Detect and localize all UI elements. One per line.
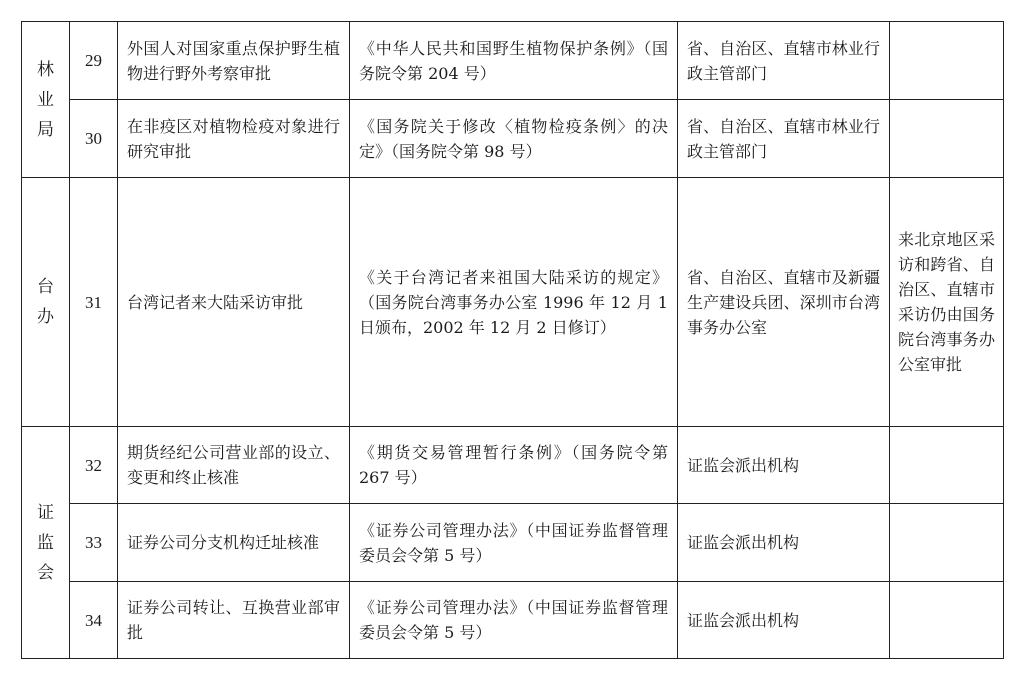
implementing-authority: 证监会派出机构 bbox=[678, 504, 890, 582]
remarks bbox=[890, 582, 1004, 659]
department-cell-taiwan-office bbox=[22, 178, 70, 427]
table-row bbox=[22, 504, 1004, 582]
department-char: 林 bbox=[37, 59, 54, 80]
legal-basis: 《证券公司管理办法》（中国证券监督管理委员会令第 5 号） bbox=[350, 504, 678, 582]
item-name: 证券公司分支机构迁址核准 bbox=[118, 504, 350, 582]
implementing-authority: 证监会派出机构 bbox=[678, 582, 890, 659]
remarks bbox=[890, 427, 1004, 504]
remarks bbox=[890, 504, 1004, 582]
table-row bbox=[22, 582, 1004, 659]
department-char: 局 bbox=[37, 119, 54, 140]
implementing-authority: 证监会派出机构 bbox=[678, 427, 890, 504]
table-row bbox=[22, 100, 1004, 178]
item-number: 33 bbox=[70, 504, 118, 582]
table-row bbox=[22, 178, 1004, 427]
item-number: 30 bbox=[70, 100, 118, 178]
department-char: 办 bbox=[37, 307, 54, 327]
department-char: 业 bbox=[37, 89, 54, 110]
table-row bbox=[22, 22, 1004, 100]
item-number: 32 bbox=[70, 427, 118, 504]
remarks: 来北京地区采访和跨省、自治区、直辖市采访仍由国务院台湾事务办公室审批 bbox=[890, 178, 1004, 427]
department-char: 会 bbox=[37, 562, 54, 583]
approval-items-table bbox=[21, 21, 1004, 659]
department-cell-forestry-bureau bbox=[22, 22, 70, 178]
item-number: 29 bbox=[70, 22, 118, 100]
legal-basis: 《关于台湾记者来祖国大陆采访的规定》（国务院台湾事务办公室 1996 年 12 月 1 日颁布，2002 年 12 月 2 日修订） bbox=[350, 178, 678, 427]
legal-basis: 《期货交易管理暂行条例》（国务院令第 267 号） bbox=[350, 427, 678, 504]
implementing-authority: 省、自治区、直辖市及新疆生产建设兵团、深圳市台湾事务办公室 bbox=[678, 178, 890, 427]
department-char: 台 bbox=[37, 277, 54, 297]
department-char: 证 bbox=[37, 502, 54, 523]
legal-basis: 《国务院关于修改〈植物检疫条例〉的决定》（国务院令第 98 号） bbox=[350, 100, 678, 178]
legal-basis: 《中华人民共和国野生植物保护条例》（国务院令第 204 号） bbox=[350, 22, 678, 100]
item-name: 台湾记者来大陆采访审批 bbox=[118, 178, 350, 427]
table-row bbox=[22, 427, 1004, 504]
legal-basis: 《证券公司管理办法》（中国证券监督管理委员会令第 5 号） bbox=[350, 582, 678, 659]
item-name: 期货经纪公司营业部的设立、变更和终止核准 bbox=[118, 427, 350, 504]
item-name: 在非疫区对植物检疫对象进行研究审批 bbox=[118, 100, 350, 178]
implementing-authority: 省、自治区、直辖市林业行政主管部门 bbox=[678, 22, 890, 100]
item-number: 34 bbox=[70, 582, 118, 659]
department-cell-csrc bbox=[22, 427, 70, 659]
implementing-authority: 省、自治区、直辖市林业行政主管部门 bbox=[678, 100, 890, 178]
item-number: 31 bbox=[70, 178, 118, 427]
remarks bbox=[890, 22, 1004, 100]
remarks bbox=[890, 100, 1004, 178]
item-name: 外国人对国家重点保护野生植物进行野外考察审批 bbox=[118, 22, 350, 100]
item-name: 证券公司转让、互换营业部审批 bbox=[118, 582, 350, 659]
department-char: 监 bbox=[37, 532, 54, 553]
